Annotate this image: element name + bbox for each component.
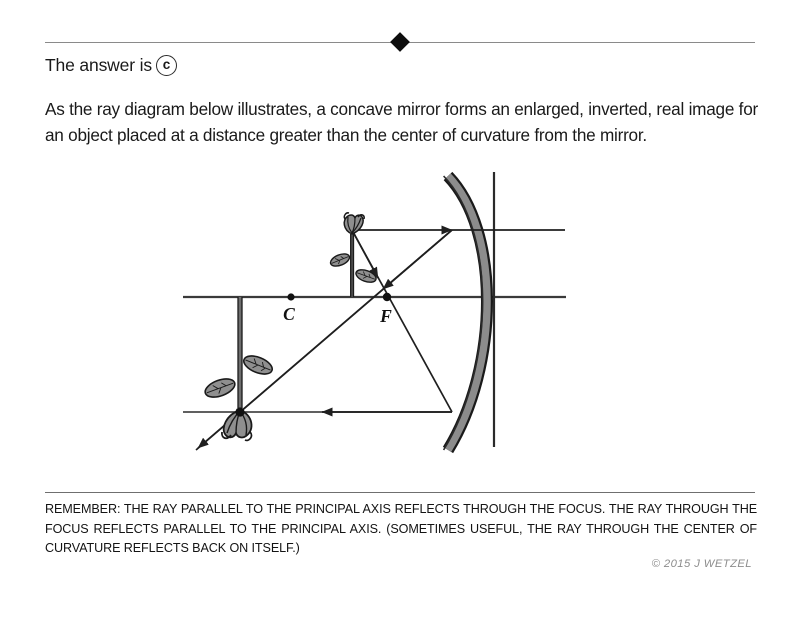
image-tip-point: [235, 407, 244, 416]
diamond-ornament-icon: [390, 32, 410, 52]
answer-prefix-label: The answer is: [45, 55, 152, 75]
ray-diagram-svg: [0, 150, 800, 480]
answer-line: [45, 55, 177, 76]
label-focal-point: F: [380, 306, 392, 326]
ray-diagram-figure: [0, 150, 800, 480]
copyright-notice: © 2015 J WETZEL: [651, 558, 752, 570]
bottom-divider-rule: [45, 492, 755, 493]
object-flower-upright: [329, 213, 378, 297]
answer-choice-badge: c: [156, 55, 177, 76]
label-center-of-curvature: C: [283, 304, 295, 324]
remember-note: REMEMBER: THE RAY PARALLEL TO THE PRINCIPAL AXIS REFLECTS THROUGH THE FOCUS. THE RAY THROUGH THE FOCUS REFLECTS PARALLEL TO THE PRINCIPAL AXIS. (SOMETIMES USEFUL, THE RAY THROUGH THE CENTER OF CURVATURE REFLECTS BACK ON ITSELF.): [45, 502, 757, 555]
image-flower-inverted: [203, 297, 275, 440]
center-of-curvature-point: [287, 293, 294, 300]
explanation-paragraph: As the ray diagram below illustrates, a concave mirror forms an enlarged, inverted, real image for an object placed at a distance greater than the center of curvature from the mirror.: [45, 99, 758, 145]
focal-point-marker: [383, 293, 391, 301]
